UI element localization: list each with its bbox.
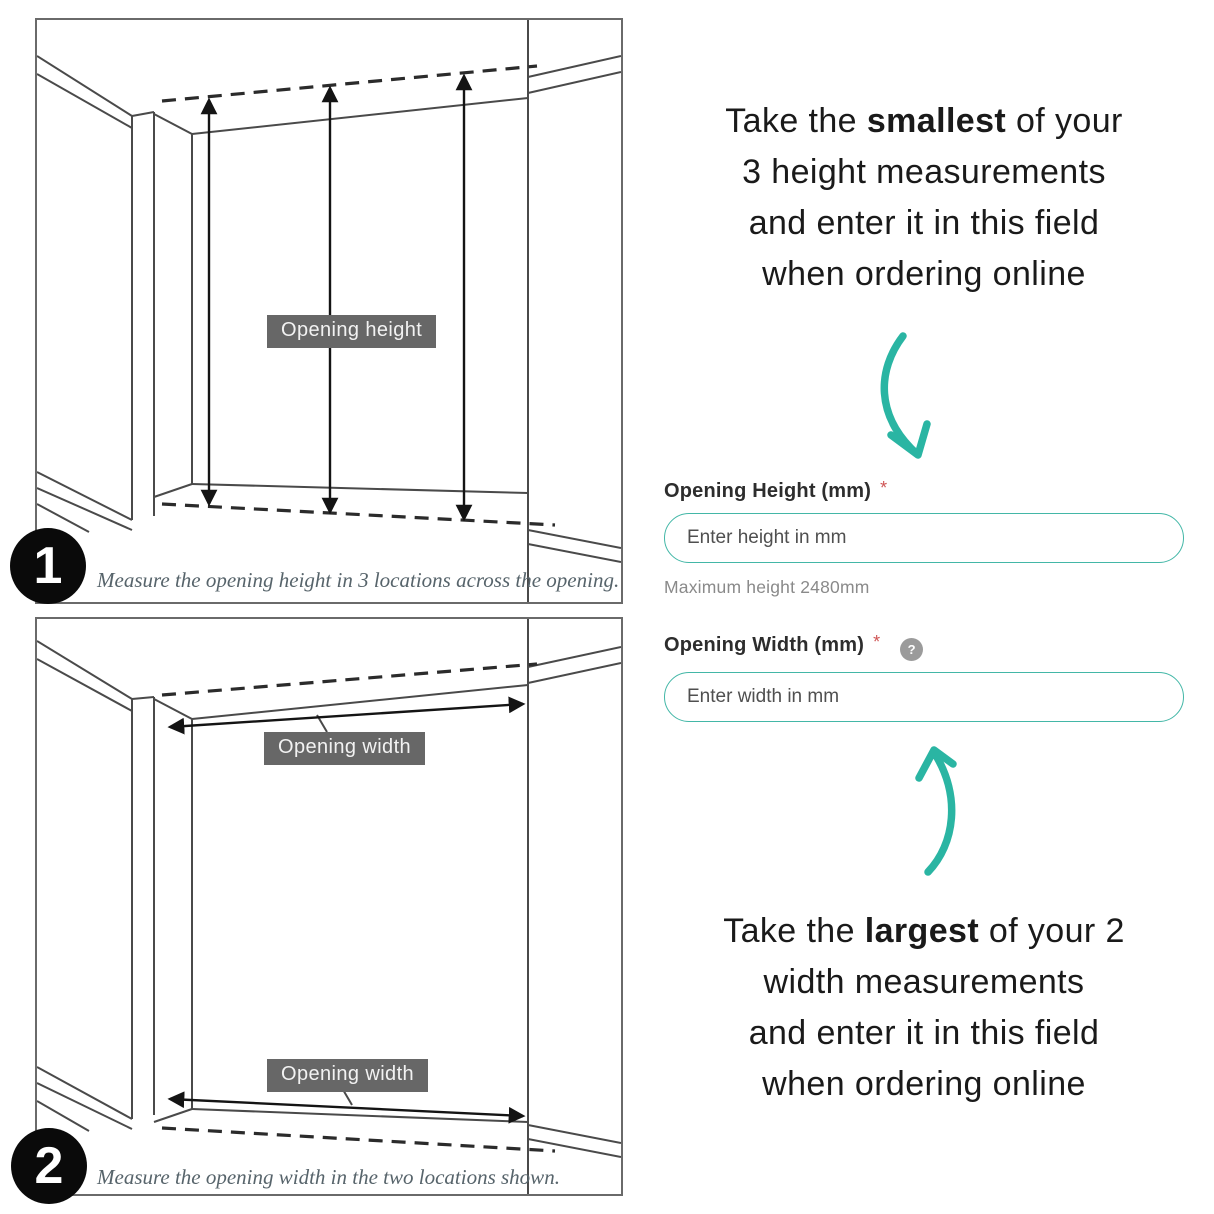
required-asterisk: * bbox=[873, 632, 881, 652]
opening-width-label-top: Opening width bbox=[264, 732, 425, 765]
question-icon[interactable]: ? bbox=[900, 638, 923, 661]
diagram-opening-height bbox=[35, 18, 623, 604]
step-2-number: 2 bbox=[34, 1137, 64, 1195]
opening-width-line-art bbox=[34, 619, 621, 1195]
width-instruction-line3: and enter it in this field bbox=[748, 1014, 1100, 1052]
opening-height-field-label: Opening Height (mm) bbox=[664, 480, 872, 502]
opening-height-line-art bbox=[37, 20, 621, 602]
curved-arrow-up-icon bbox=[895, 738, 985, 880]
opening-width-label-bottom: Opening width bbox=[267, 1059, 428, 1092]
opening-width-field-label: Opening Width (mm) bbox=[664, 634, 865, 656]
required-asterisk: * bbox=[880, 478, 888, 498]
height-instruction-line2: 3 height measurements bbox=[742, 153, 1106, 191]
opening-width-input[interactable] bbox=[664, 672, 1184, 722]
width-instruction-line4: when ordering online bbox=[762, 1065, 1086, 1103]
width-instruction-text bbox=[656, 906, 1192, 1110]
opening-height-field-label-row bbox=[664, 478, 887, 503]
height-instruction-line4: when ordering online bbox=[762, 255, 1086, 293]
curved-arrow-down-icon bbox=[855, 328, 975, 473]
opening-height-input[interactable] bbox=[664, 513, 1184, 563]
width-instruction-line1: Take the largest of your 2 bbox=[723, 912, 1125, 950]
max-height-helper-text: Maximum height 2480mm bbox=[664, 577, 870, 597]
step-1-badge bbox=[10, 528, 86, 604]
opening-height-label: Opening height bbox=[267, 315, 436, 348]
height-instruction-text bbox=[656, 96, 1192, 300]
step-2-badge bbox=[11, 1128, 87, 1204]
width-instruction-line2: width measurements bbox=[763, 963, 1085, 1001]
opening-width-field-label-row bbox=[664, 632, 923, 661]
height-instruction-line1: Take the smallest of your bbox=[725, 102, 1123, 140]
diagram-opening-width bbox=[35, 617, 623, 1196]
height-instruction-line3: and enter it in this field bbox=[748, 204, 1100, 242]
diagram2-caption: Measure the opening width in the two locations shown. bbox=[97, 1165, 560, 1189]
diagram1-caption: Measure the opening height in 3 locations across the opening. bbox=[97, 568, 620, 592]
step-1-number: 1 bbox=[33, 537, 63, 595]
